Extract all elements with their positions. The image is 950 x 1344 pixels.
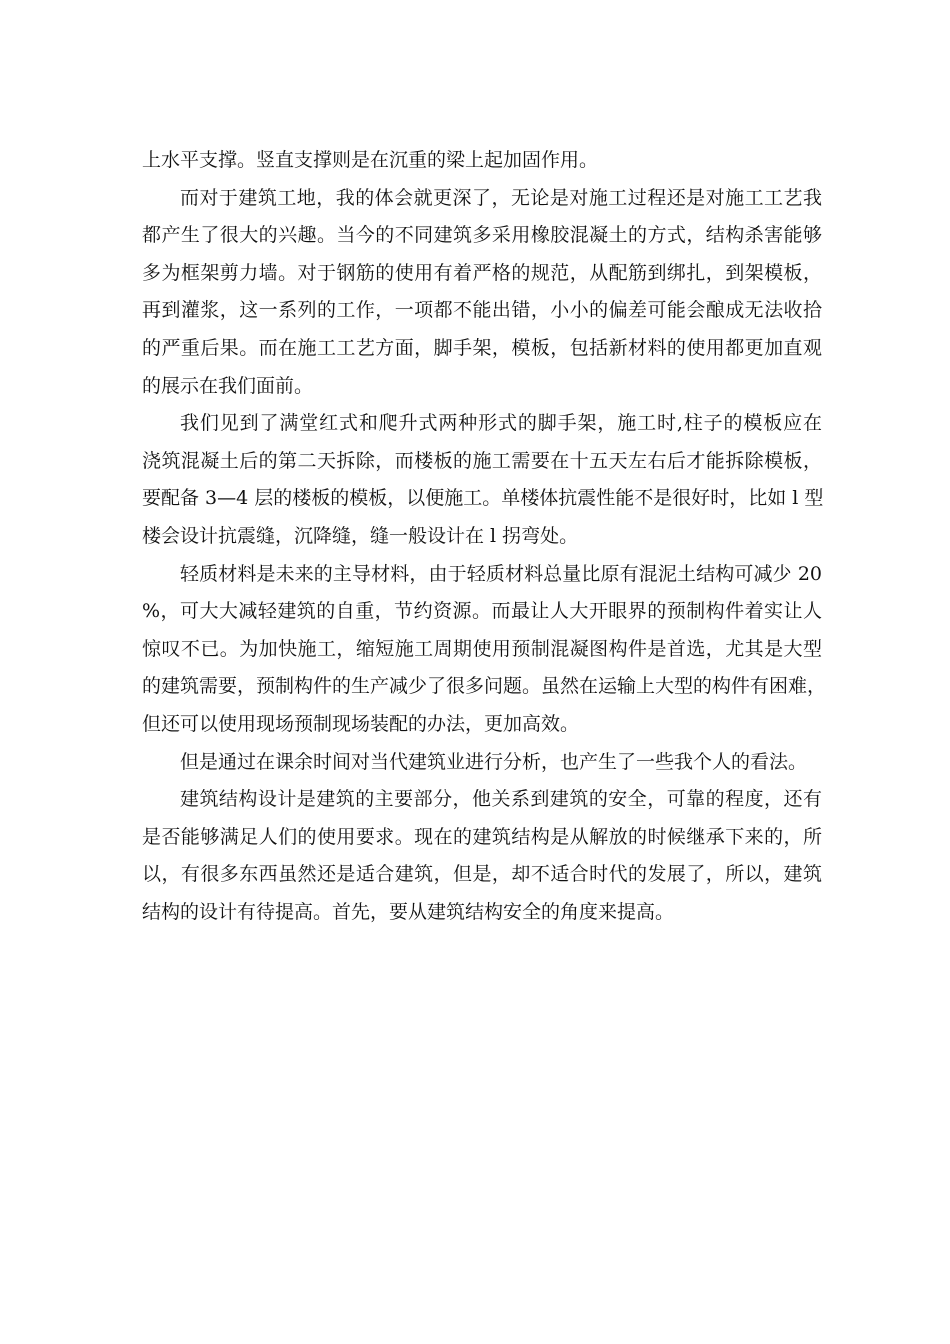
paragraph-scaffolding: [142, 405, 822, 555]
text-line: 上水平支撑。竖直支撑则是在沉重的梁上起加固作用。: [142, 149, 599, 171]
text-line: 都产生了很大的兴趣。当今的不同建筑多采用橡胶混凝土的方式，结构杀害能够: [142, 224, 822, 247]
text-line: 轻质材料是未来的主导材料，由于轻质材料总量比原有混泥土结构可减少 20: [180, 562, 822, 585]
text-line: 楼会设计抗震缝，沉降缝，缝一般设计在 l 拐弯处。: [142, 524, 579, 547]
document-body: [142, 142, 827, 931]
text-line: 再到灌浆，这一系列的工作，一项都不能出错，小小的偏差可能会酿成无法收拾: [142, 299, 822, 322]
text-line: 而对于建筑工地，我的体会就更深了，无论是对施工过程还是对施工工艺我: [180, 186, 822, 209]
text-line: 浇筑混凝土后的第二天拆除，而楼板的施工需要在十五天左右后才能拆除模板，: [142, 449, 822, 472]
text-line: 惊叹不已。为加快施工，缩短施工周期使用预制混凝图构件是首选，尤其是大型: [142, 637, 822, 660]
paragraph-construction-site: [142, 180, 822, 406]
text-line: 以，有很多东西虽然还是适合建筑，但是，却不适合时代的发展了，所以，建筑: [142, 863, 822, 886]
text-line: 的展示在我们面前。: [142, 374, 314, 397]
text-line: 但还可以使用现场预制现场装配的办法，更加高效。: [142, 712, 580, 735]
text-line: 多为框架剪力墙。对于钢筋的使用有着严格的规范，从配筋到绑扎，到架模板，: [142, 261, 822, 284]
text-line: 的严重后果。而在施工工艺方面，脚手架，模板，包括新材料的使用都更加直观: [142, 336, 822, 359]
paragraph-structural-design: [142, 781, 822, 931]
paragraph-continuation: [142, 142, 822, 180]
text-line: %，可大大减轻建筑的自重，节约资源。而最让人大开眼界的预制构件着实让人: [142, 600, 822, 623]
paragraph-lightweight-materials: [142, 556, 827, 744]
text-line: 建筑结构设计是建筑的主要部分，他关系到建筑的安全，可靠的程度，还有: [180, 788, 822, 811]
text-line: 我们见到了满堂红式和爬升式两种形式的脚手架，施工时,柱子的模板应在: [180, 412, 822, 435]
text-line: 结构的设计有待提高。首先，要从建筑结构安全的角度来提高。: [142, 900, 675, 923]
text-line: 但是通过在课余时间对当代建筑业进行分析，也产生了一些我个人的看法。: [180, 750, 808, 773]
text-line: 是否能够满足人们的使用要求。现在的建筑结构是从解放的时候继承下来的，所: [142, 825, 822, 848]
text-line: 要配备 3—4 层的楼板的模板，以便施工。单楼体抗震性能不是很好时，比如 l 型: [142, 487, 824, 510]
text-line: 的建筑需要，预制构件的生产减少了很多问题。虽然在运输上大型的构件有困难，: [142, 675, 827, 698]
paragraph-personal-view: [142, 744, 822, 782]
